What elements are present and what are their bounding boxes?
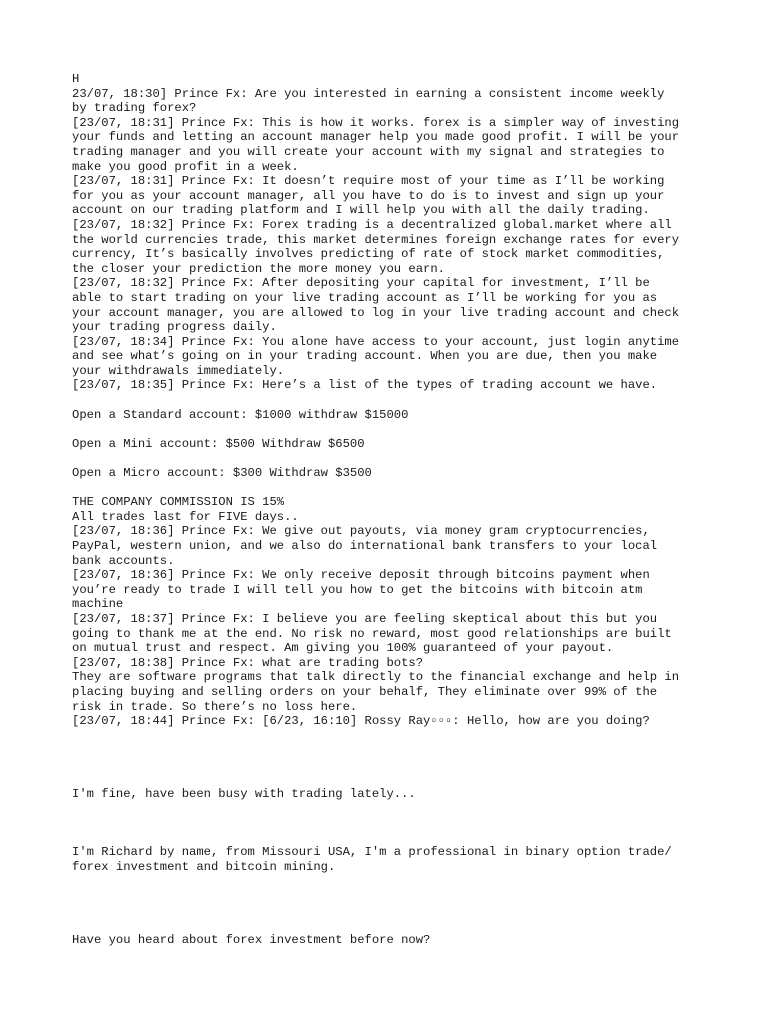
- document-line: [23/07, 18:38] Prince Fx: what are trading bots?: [72, 655, 424, 670]
- document-line: placing buying and selling orders on your behalf, They eliminate over 99% of the: [72, 684, 658, 699]
- document-line: [72, 743, 712, 758]
- document-line: by trading forex?: [72, 101, 197, 116]
- document-line: [72, 816, 712, 831]
- document-line: account on our trading platform and I will help you with all the daily trading.: [72, 203, 650, 218]
- document-line: [23/07, 18:36] Prince Fx: We give out payouts, via money gram cryptocurrencies,: [72, 524, 650, 539]
- document-line: [23/07, 18:32] Prince Fx: Forex trading is a decentralized global.market where all: [72, 217, 672, 232]
- document-line: [72, 393, 712, 408]
- document-line: 23/07, 18:30] Prince Fx: Are you interested in earning a consistent income weekly: [72, 86, 665, 101]
- document-line: the world currencies trade, this market determines foreign exchange rates for every: [72, 232, 680, 247]
- document-line: I'm fine, have been busy with trading lately...: [72, 787, 416, 802]
- document-line: going to thank me at the end. No risk no reward, most good relationships are built: [72, 626, 672, 641]
- document-line: H: [72, 72, 80, 86]
- document-line: PayPal, western union, and we also do international bank transfers to your local: [72, 539, 658, 553]
- document-line: [72, 451, 712, 466]
- document-line: machine: [72, 597, 124, 612]
- document-line: Open a Micro account: $300 Withdraw $3500: [72, 466, 372, 481]
- document-line: [23/07, 18:36] Prince Fx: We only receive deposit through bitcoins payment when: [72, 568, 650, 583]
- document-line: [23/07, 18:37] Prince Fx: I believe you are feeling skeptical about this but you: [72, 611, 658, 626]
- document-line: Open a Standard account: $1000 withdraw $15000: [72, 407, 409, 422]
- document-line: [72, 773, 712, 788]
- document-line: [72, 422, 712, 437]
- document-line: [72, 758, 712, 773]
- document-line: [23/07, 18:34] Prince Fx: You alone have access to your account, just login anytime: [72, 334, 680, 349]
- document-line: trading manager and you will create your account with my signal and strategies to: [72, 144, 665, 159]
- document-line: you’re ready to trade I will tell you how to get the bitcoins with bitcoin atm: [72, 582, 643, 597]
- document-line: [72, 875, 712, 890]
- document-line: [23/07, 18:35] Prince Fx: Here’s a list of the types of trading account we have.: [72, 378, 658, 393]
- document-line: [72, 831, 712, 846]
- document-line: currency, It’s basically involves predicting of rate of stock market commodities,: [72, 247, 665, 262]
- document-line: [72, 918, 712, 933]
- document-line: [72, 729, 712, 744]
- document-line: Open a Mini account: $500 Withdraw $6500: [72, 436, 365, 451]
- document-line: bank accounts.: [72, 553, 175, 568]
- document-page: [72, 72, 712, 948]
- document-line: your account manager, you are allowed to log in your live trading account and check: [72, 305, 680, 320]
- document-line: All trades last for FIVE days..: [72, 509, 299, 524]
- document-line: [72, 802, 712, 817]
- document-line: Have you heard about forex investment before now?: [72, 933, 431, 948]
- document-line: [72, 889, 712, 904]
- document-line: [72, 904, 712, 919]
- document-line: able to start trading on your live trading account as I’ll be working for you as: [72, 290, 658, 305]
- document-line: the closer your prediction the more money you earn.: [72, 261, 445, 276]
- document-line: for you as your account manager, all you have to do is to invest and sign up your: [72, 188, 665, 203]
- document-line: THE COMPANY COMMISSION IS 15%: [72, 495, 285, 510]
- document-line: forex investment and bitcoin mining.: [72, 860, 336, 875]
- document-line: on mutual trust and respect. Am giving you 100% guaranteed of your payout.: [72, 641, 614, 656]
- document-line: [23/07, 18:44] Prince Fx: [6/23, 16:10] Rossy Ray▫▫▫: Hello, how are you doing?: [72, 714, 650, 729]
- document-line: They are software programs that talk directly to the financial exchange and help in: [72, 670, 680, 685]
- document-line: make you good profit in a week.: [72, 159, 299, 174]
- document-line: I'm Richard by name, from Missouri USA, I'm a professional in binary option trade/: [72, 845, 672, 860]
- document-line: risk in trade. So there’s no loss here.: [72, 699, 358, 714]
- document-line: [23/07, 18:31] Prince Fx: It doesn’t require most of your time as I’ll be working: [72, 174, 665, 189]
- document-line: [23/07, 18:32] Prince Fx: After depositing your capital for investment, I’ll be: [72, 276, 650, 291]
- document-line: your withdrawals immediately.: [72, 363, 285, 378]
- document-line: [23/07, 18:31] Prince Fx: This is how it works. forex is a simpler way of investing: [72, 115, 680, 130]
- document-line: and see what’s going on in your trading account. When you are due, then you make: [72, 349, 658, 364]
- document-line: your funds and letting an account manager help you made good profit. I will be your: [72, 130, 680, 145]
- document-line: [72, 481, 712, 496]
- document-line: your trading progress daily.: [72, 320, 277, 335]
